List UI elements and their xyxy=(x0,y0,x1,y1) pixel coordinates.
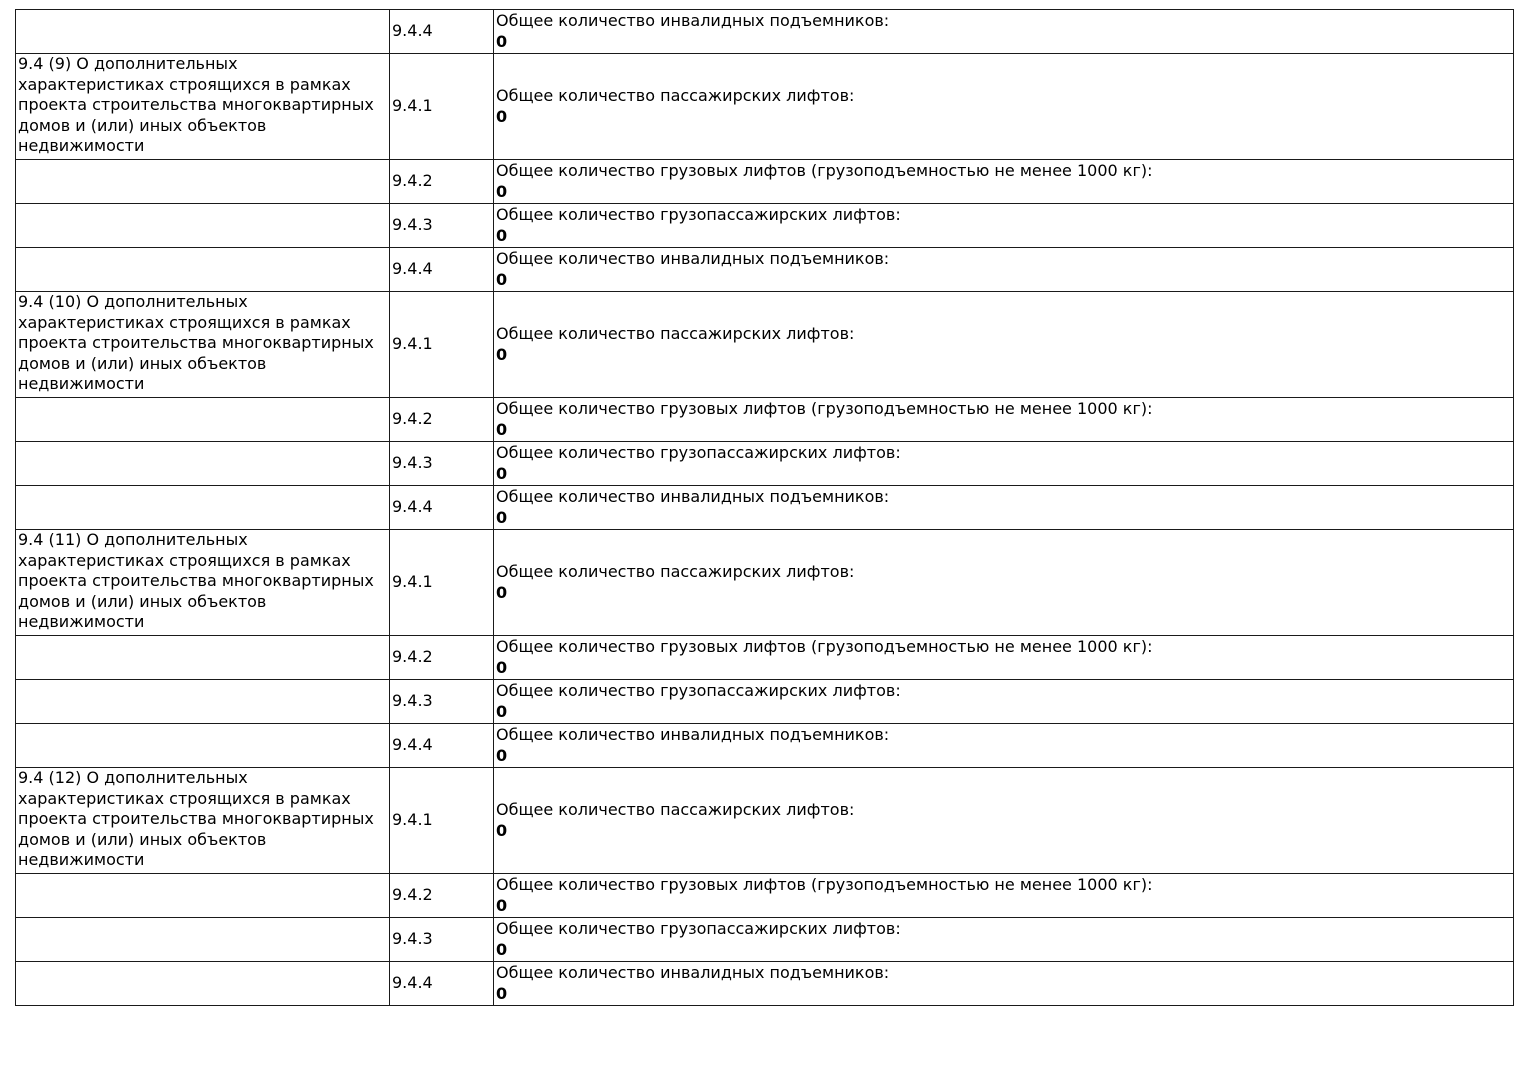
item-label: Общее количество грузопассажирских лифтов: xyxy=(496,443,901,462)
item-code: 9.4.3 xyxy=(390,204,494,248)
section-cell: 9.4 (11) О дополнительных характеристиках строящихся в рамках проекта строительства многоквартирных домов и (или) иных объектов недвижимости xyxy=(16,530,390,636)
item-label: Общее количество пассажирских лифтов: xyxy=(496,324,855,343)
item-label: Общее количество инвалидных подъемников: xyxy=(496,963,890,982)
table-row xyxy=(16,54,1514,160)
item-label: Общее количество пассажирских лифтов: xyxy=(496,562,855,581)
item-code: 9.4.2 xyxy=(390,636,494,680)
table-row xyxy=(16,962,1514,1006)
content-cell xyxy=(494,636,1514,680)
content-cell xyxy=(494,204,1514,248)
table-row xyxy=(16,292,1514,398)
item-label: Общее количество грузовых лифтов (грузоподъемностью не менее 1000 кг): xyxy=(496,875,1153,894)
table-row xyxy=(16,486,1514,530)
item-code: 9.4.1 xyxy=(390,54,494,160)
item-value: 0 xyxy=(496,657,508,677)
content-cell xyxy=(494,962,1514,1006)
content-cell xyxy=(494,248,1514,292)
section-cell xyxy=(16,442,390,486)
item-value: 0 xyxy=(496,939,508,959)
content-cell xyxy=(494,398,1514,442)
content-cell xyxy=(494,768,1514,874)
section-cell: 9.4 (10) О дополнительных характеристиках строящихся в рамках проекта строительства многоквартирных домов и (или) иных объектов недвижимости xyxy=(16,292,390,398)
table-row xyxy=(16,160,1514,204)
section-cell: 9.4 (9) О дополнительных характеристиках строящихся в рамках проекта строительства многоквартирных домов и (или) иных объектов недвижимости xyxy=(16,54,390,160)
content-cell xyxy=(494,486,1514,530)
section-cell xyxy=(16,918,390,962)
item-value: 0 xyxy=(496,820,508,840)
table-row xyxy=(16,636,1514,680)
content-cell xyxy=(494,724,1514,768)
section-cell xyxy=(16,160,390,204)
item-label: Общее количество пассажирских лифтов: xyxy=(496,800,855,819)
item-label: Общее количество грузовых лифтов (грузоподъемностью не менее 1000 кг): xyxy=(496,637,1153,656)
section-cell xyxy=(16,962,390,1006)
section-cell xyxy=(16,636,390,680)
data-table xyxy=(15,9,1514,1006)
table-row xyxy=(16,768,1514,874)
section-cell: 9.4 (12) О дополнительных характеристиках строящихся в рамках проекта строительства многоквартирных домов и (или) иных объектов недвижимости xyxy=(16,768,390,874)
item-label: Общее количество инвалидных подъемников: xyxy=(496,487,890,506)
item-code: 9.4.4 xyxy=(390,248,494,292)
item-code: 9.4.1 xyxy=(390,768,494,874)
content-cell xyxy=(494,10,1514,54)
item-label: Общее количество грузопассажирских лифтов: xyxy=(496,681,901,700)
content-cell xyxy=(494,874,1514,918)
item-value: 0 xyxy=(496,463,508,483)
table-row xyxy=(16,398,1514,442)
item-code: 9.4.4 xyxy=(390,486,494,530)
table-row xyxy=(16,530,1514,636)
table-row xyxy=(16,442,1514,486)
item-value: 0 xyxy=(496,106,508,126)
item-label: Общее количество грузовых лифтов (грузоподъемностью не менее 1000 кг): xyxy=(496,399,1153,418)
content-cell xyxy=(494,530,1514,636)
item-code: 9.4.3 xyxy=(390,680,494,724)
item-code: 9.4.2 xyxy=(390,160,494,204)
table-row xyxy=(16,204,1514,248)
item-code: 9.4.2 xyxy=(390,874,494,918)
item-value: 0 xyxy=(496,344,508,364)
item-value: 0 xyxy=(496,745,508,765)
table-row xyxy=(16,918,1514,962)
table-row xyxy=(16,248,1514,292)
item-code: 9.4.4 xyxy=(390,724,494,768)
item-value: 0 xyxy=(496,419,508,439)
table-body xyxy=(16,10,1514,1006)
item-value: 0 xyxy=(496,582,508,602)
item-label: Общее количество грузовых лифтов (грузоподъемностью не менее 1000 кг): xyxy=(496,161,1153,180)
table-row xyxy=(16,874,1514,918)
section-cell xyxy=(16,10,390,54)
section-cell xyxy=(16,724,390,768)
section-cell xyxy=(16,398,390,442)
item-label: Общее количество инвалидных подъемников: xyxy=(496,725,890,744)
table-row xyxy=(16,724,1514,768)
section-cell xyxy=(16,486,390,530)
item-code: 9.4.4 xyxy=(390,10,494,54)
content-cell xyxy=(494,292,1514,398)
item-label: Общее количество пассажирских лифтов: xyxy=(496,86,855,105)
item-code: 9.4.1 xyxy=(390,530,494,636)
item-value: 0 xyxy=(496,225,508,245)
item-label: Общее количество грузопассажирских лифтов: xyxy=(496,205,901,224)
item-value: 0 xyxy=(496,269,508,289)
section-cell xyxy=(16,204,390,248)
item-label: Общее количество инвалидных подъемников: xyxy=(496,11,890,30)
content-cell xyxy=(494,680,1514,724)
content-cell xyxy=(494,442,1514,486)
item-value: 0 xyxy=(496,701,508,721)
item-code: 9.4.1 xyxy=(390,292,494,398)
content-cell xyxy=(494,160,1514,204)
content-cell xyxy=(494,54,1514,160)
item-value: 0 xyxy=(496,181,508,201)
section-cell xyxy=(16,248,390,292)
item-label: Общее количество грузопассажирских лифтов: xyxy=(496,919,901,938)
item-value: 0 xyxy=(496,983,508,1003)
item-value: 0 xyxy=(496,895,508,915)
item-code: 9.4.3 xyxy=(390,918,494,962)
item-value: 0 xyxy=(496,507,508,527)
item-code: 9.4.2 xyxy=(390,398,494,442)
item-code: 9.4.4 xyxy=(390,962,494,1006)
item-label: Общее количество инвалидных подъемников: xyxy=(496,249,890,268)
section-cell xyxy=(16,680,390,724)
section-cell xyxy=(16,874,390,918)
table-row xyxy=(16,10,1514,54)
content-cell xyxy=(494,918,1514,962)
item-code: 9.4.3 xyxy=(390,442,494,486)
table-row xyxy=(16,680,1514,724)
item-value: 0 xyxy=(496,31,508,51)
